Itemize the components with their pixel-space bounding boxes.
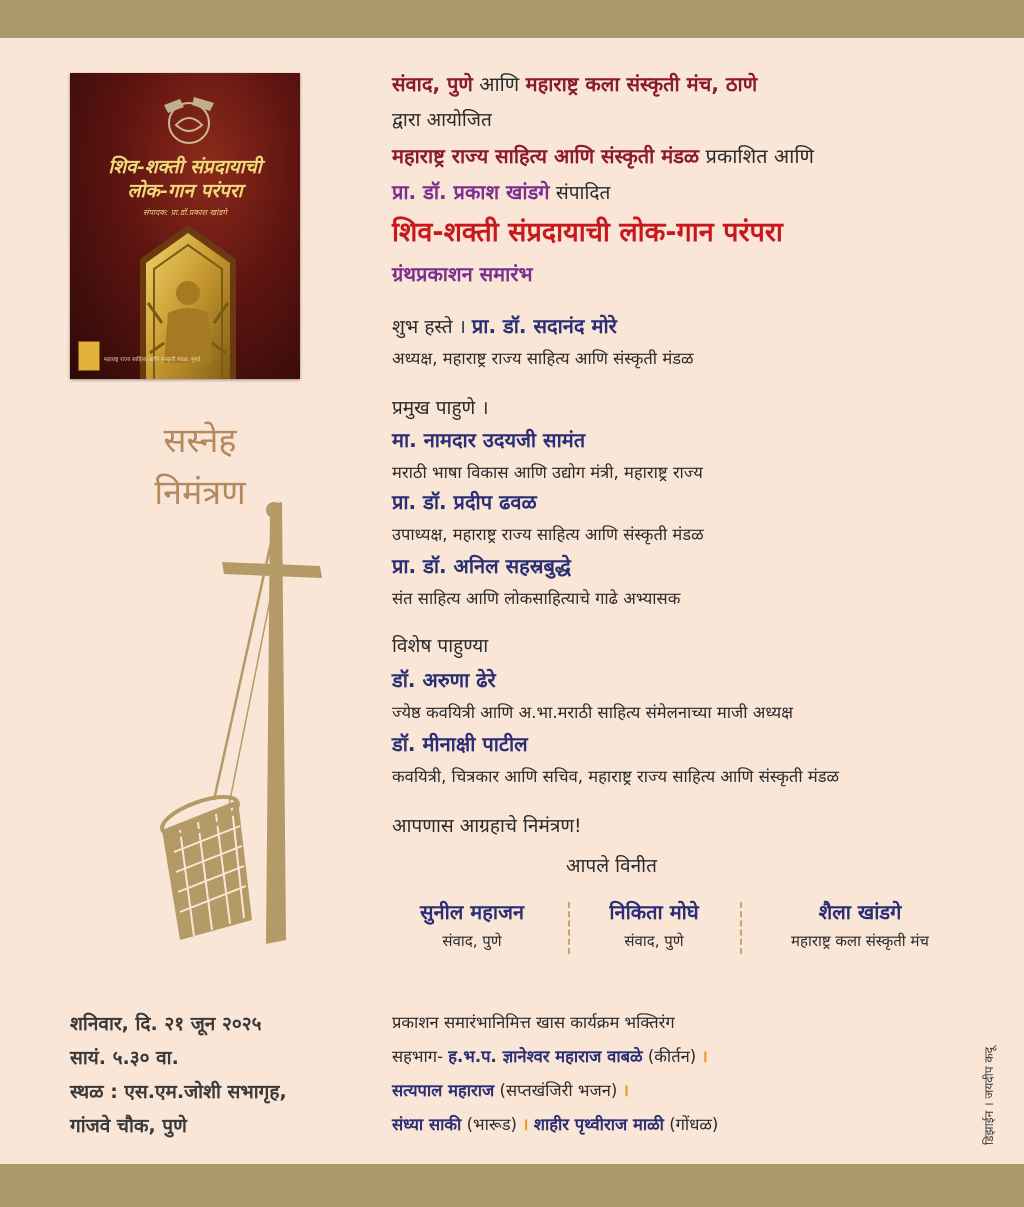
program-line2: [392, 1078, 629, 1101]
invitation-heading-line1: सस्नेह: [163, 421, 237, 461]
invite-line: आपणास आग्रहाचे निमंत्रण!: [392, 815, 582, 837]
performer-name: ह.भ.प. ज्ञानेश्वर महाराज वाबळे: [448, 1047, 643, 1066]
cover-editor: संपादक: प्रा.डॉ.प्रकाश खांडगे: [143, 208, 227, 217]
organizers-line: [392, 70, 757, 97]
event-date: शनिवार, दि. २१ जून २०२५: [70, 1013, 262, 1035]
publisher-name: महाराष्ट्र राज्य साहित्य आणि संस्कृती मंडळ: [392, 144, 700, 168]
cover-title-line1: शिव-शक्ती संप्रदायाची: [108, 156, 262, 178]
signatory-2: [574, 898, 734, 951]
signatory-org: महाराष्ट्र कला संस्कृती मंच: [791, 932, 929, 950]
chief-guests-label: प्रमुख पाहुणे ।: [392, 397, 489, 419]
cover-title-line2: लोक-गान परंपरा: [127, 180, 243, 202]
chief-designation: अध्यक्ष, महाराष्ट्र राज्य साहित्य आणि संस्कृती मंडळ: [392, 349, 694, 368]
separator: ।: [522, 1115, 529, 1134]
book-title: शिव-शक्ती संप्रदायाची लोक-गान परंपरा: [392, 217, 783, 248]
venue-line2: गांजवे चौक, पुणे: [70, 1115, 187, 1137]
venue-line1: स्थळ : एस.एम.जोशी सभागृह,: [70, 1081, 287, 1103]
performer-name: शाहीर पृथ्वीराज माळी: [533, 1115, 664, 1134]
signatory-name: शैला खांडगे: [818, 900, 902, 924]
chief-label: शुभ हस्ते ।: [392, 316, 472, 338]
guest-name-2: प्रा. डॉ. प्रदीप ढवळ: [392, 490, 537, 514]
event-name: ग्रंथप्रकाशन समारंभ: [392, 262, 533, 286]
signatory-name: सुनील महाजन: [419, 900, 525, 924]
top-border-band: [0, 0, 1024, 38]
signatory-3: [744, 898, 976, 951]
program-intro: प्रकाशन समारंभानिमित्त खास कार्यक्रम भक्तिरंग: [392, 1013, 675, 1032]
guest-designation-1: मराठी भाषा विकास आणि उद्योग मंत्री, महाराष्ट्र राज्य: [392, 463, 703, 482]
publisher-emblem-icon: [78, 341, 100, 371]
design-credit: डिझाईन । जयदीप कदू: [982, 1047, 996, 1145]
guest-designation-3: संत साहित्य आणि लोकसाहित्याचे गाढे अभ्यासक: [392, 589, 681, 608]
cover-ornament-icon: [154, 91, 224, 147]
published-and: प्रकाशित आणि: [705, 144, 815, 168]
guest-designation-2: उपाध्यक्ष, महाराष्ट्र राज्य साहित्य आणि संस्कृती मंडळ: [392, 525, 704, 544]
editor-line: [392, 178, 610, 205]
book-cover-image: [70, 73, 300, 379]
signatory-org: संवाद, पुणे: [624, 932, 684, 950]
performer-art: (कीर्तन): [647, 1047, 697, 1066]
program-line3: [392, 1112, 718, 1135]
edited: संपादित: [555, 182, 611, 204]
invitation-heading-line2: निमंत्रण: [154, 473, 246, 513]
special-guest-designation-2: कवयित्री, चित्रकार आणि सचिव, महाराष्ट्र राज्य साहित्य आणि संस्कृती मंडळ: [392, 767, 840, 786]
special-guests-label: विशेष पाहुण्या: [392, 635, 489, 657]
performer-art: (गोंधळ): [669, 1115, 719, 1134]
cover-publisher: महाराष्ट्र राज्य साहित्य आणि संस्कृती मंडळ, मुंबई: [104, 357, 201, 363]
performer-name: सत्यपाल महाराज: [392, 1081, 495, 1100]
performer-art: (सप्तखंजिरी भजन): [499, 1081, 618, 1100]
organizer-1: संवाद, पुणे: [392, 72, 473, 96]
program-line1: [392, 1044, 708, 1067]
organized-by: द्वारा आयोजित: [392, 109, 492, 131]
divider: [740, 902, 742, 954]
bottom-border-band: [0, 1164, 1024, 1207]
event-time: सायं. ५.३० वा.: [70, 1047, 179, 1069]
organizer-and: आणि: [479, 72, 520, 96]
organizer-2: महाराष्ट्र कला संस्कृती मंच, ठाणे: [525, 72, 758, 96]
publisher-line: [392, 142, 814, 169]
signatory-name: निकिता मोघे: [609, 900, 699, 924]
yours-faithfully: आपले विनीत: [566, 855, 657, 877]
special-guest-name-2: डॉ. मीनाक्षी पाटील: [392, 732, 528, 756]
guest-name-3: प्रा. डॉ. अनिल सहस्रबुद्धे: [392, 554, 571, 578]
performer-name: संध्या साकी: [392, 1115, 462, 1134]
divider: [568, 902, 570, 954]
guest-name-1: मा. नामदार उदयजी सामंत: [392, 428, 586, 452]
signatory-org: संवाद, पुणे: [442, 932, 502, 950]
separator: ।: [622, 1081, 629, 1100]
special-guest-name-1: डॉ. अरुणा ढेरे: [392, 668, 496, 692]
special-guest-designation-1: ज्येष्ठ कवयित्री आणि अ.भा.मराठी साहित्य संमेलनाच्या माजी अध्यक्ष: [392, 703, 793, 722]
performer-art: (भारूड): [466, 1115, 517, 1134]
participation-label: सहभाग-: [392, 1047, 449, 1066]
chief-guest-line: [392, 312, 617, 339]
tuntuna-instrument-icon: [140, 500, 330, 960]
signatory-1: [384, 898, 560, 951]
editor-name: प्रा. डॉ. प्रकाश खांडगे: [392, 180, 550, 204]
chief-name: प्रा. डॉ. सदानंद मोरे: [471, 314, 617, 338]
separator: ।: [701, 1047, 708, 1066]
